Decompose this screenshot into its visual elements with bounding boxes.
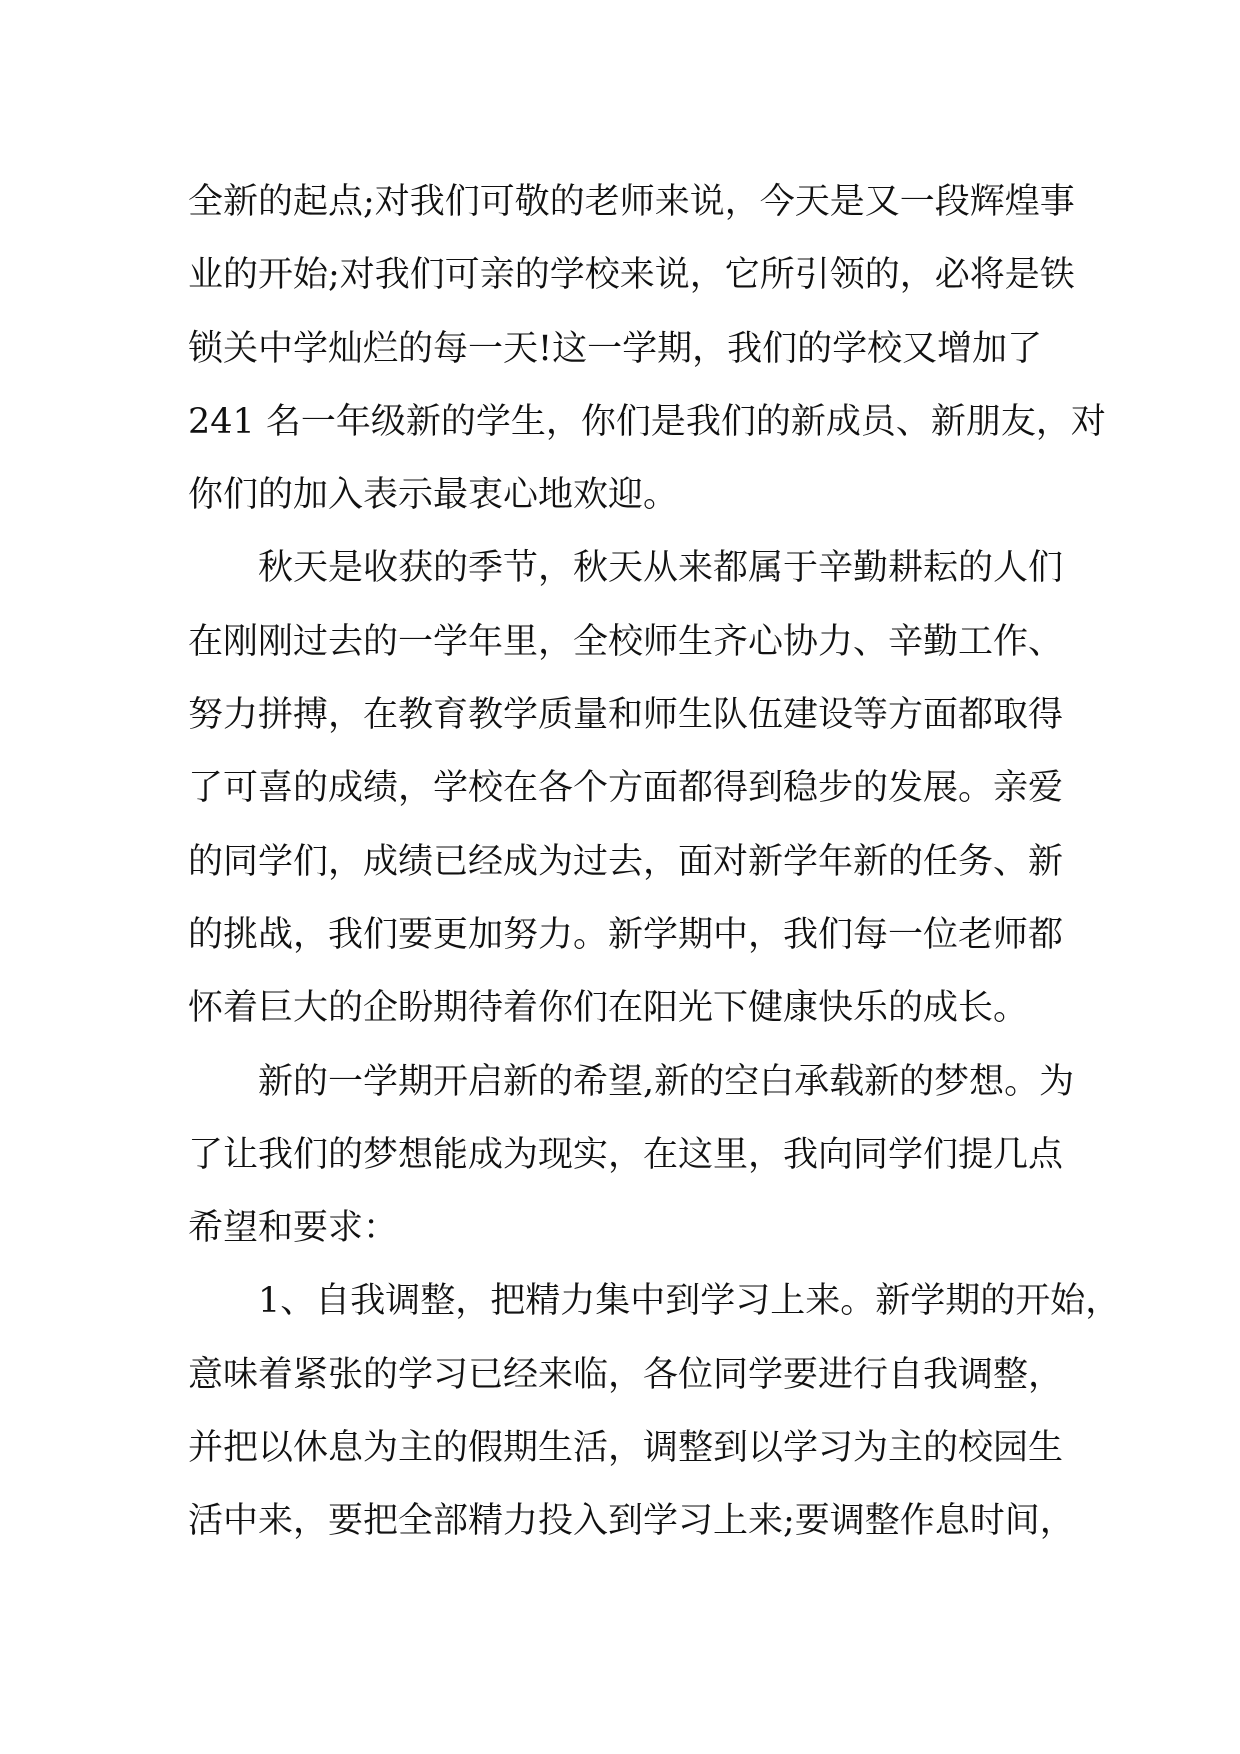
body-text <box>188 166 1121 1559</box>
text-line: 241 名一年级新的学生，你们是我们的新成员、新朋友，对 <box>188 401 1106 442</box>
paragraph-start-line: 秋天是收获的季节，秋天从来都属于辛勤耕耘的人们 <box>258 548 1064 589</box>
text-line: 全新的起点;对我们可敬的老师来说，今天是又一段辉煌事 <box>188 182 1075 222</box>
text-line: 活中来，要把全部精力投入到学习上来;要调整作息时间， <box>188 1501 1075 1542</box>
text-line: 怀着巨大的企盼期待着你们在阳光下健康快乐的成长。 <box>188 988 1029 1029</box>
text-line: 业的开始;对我们可亲的学校来说，它所引领的，必将是铁 <box>188 255 1075 296</box>
text-line: 的同学们，成绩已经成为过去，面对新学年新的任务、新 <box>188 841 1064 882</box>
text-line: 锁关中学灿烂的每一天!这一学期，我们的学校又增加了 <box>188 328 1043 369</box>
paragraph-start-line: 新的一学期开启新的希望,新的空白承载新的梦想。为 <box>258 1061 1075 1102</box>
text-line: 并把以休息为主的假期生活，调整到以学习为主的校园生 <box>188 1428 1064 1469</box>
text-line: 你们的加入表示最衷心地欢迎。 <box>188 475 679 516</box>
text-line: 意味着紧张的学习已经来临，各位同学要进行自我调整， <box>188 1354 1064 1395</box>
text-line: 了让我们的梦想能成为现实，在这里，我向同学们提几点 <box>188 1134 1064 1175</box>
text-line: 在刚刚过去的一学年里，全校师生齐心协力、辛勤工作、 <box>188 621 1064 662</box>
text-line: 努力拼搏，在教育教学质量和师生队伍建设等方面都取得 <box>188 695 1064 736</box>
text-line: 希望和要求： <box>188 1208 399 1249</box>
text-line: 了可喜的成绩，学校在各个方面都得到稳步的发展。亲爱 <box>188 768 1064 809</box>
paragraph-start-line: 1、自我调整，把精力集中到学习上来。新学期的开始， <box>258 1281 1121 1322</box>
text-line: 的挑战，我们要更加努力。新学期中，我们每一位老师都 <box>188 914 1064 955</box>
